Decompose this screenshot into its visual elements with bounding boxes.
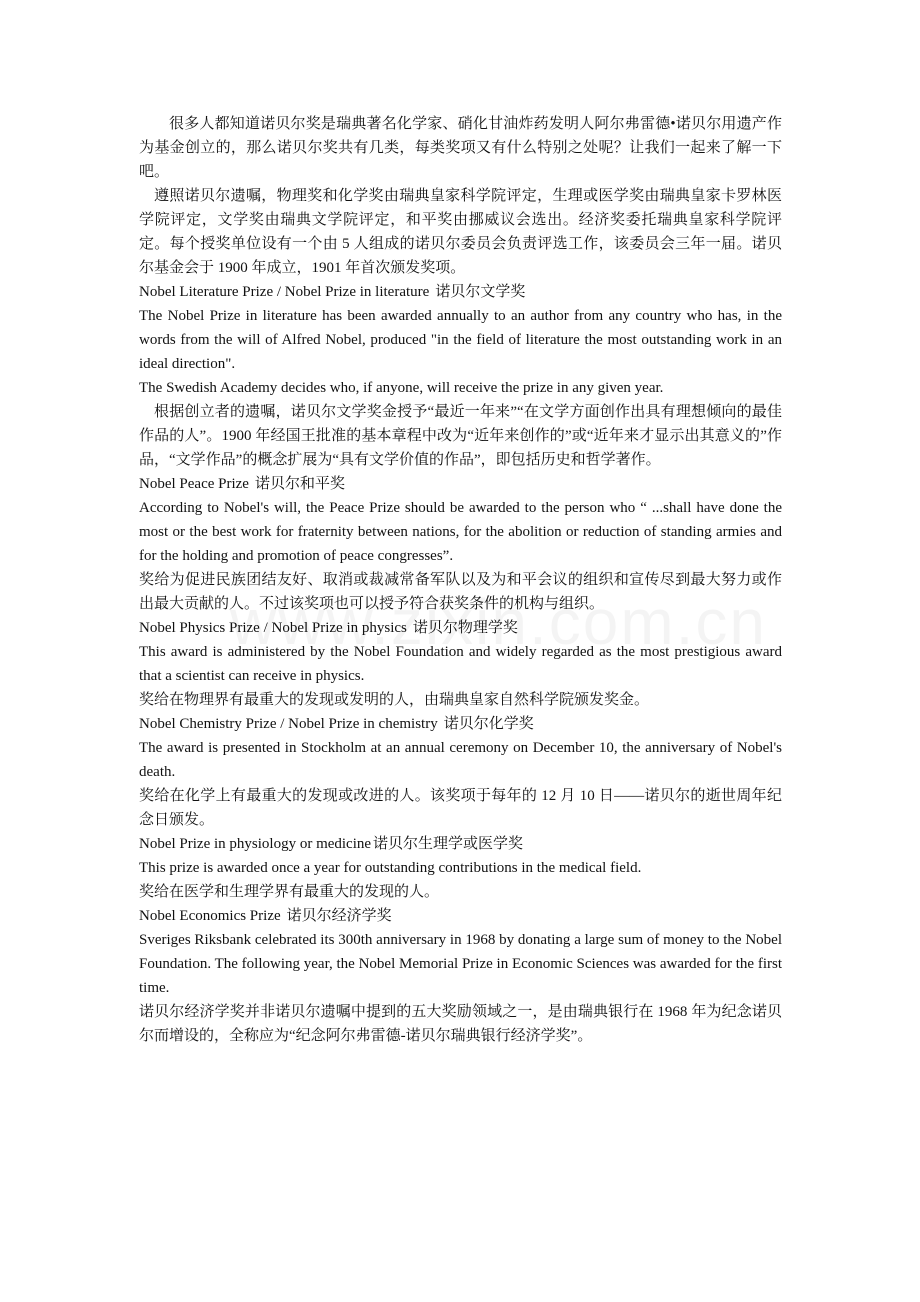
chemistry-heading	[139, 712, 782, 736]
medicine-title-cn: 诺贝尔生理学或医学奖	[373, 836, 524, 852]
medicine-title-en: Nobel Prize in physiology or medicine	[139, 836, 372, 852]
literature-en-paragraph-2: The Swedish Academy decides who, if anyone, will receive the prize in any given year.	[139, 380, 664, 396]
economics-title-cn: 诺贝尔经济学奖	[286, 908, 392, 924]
peace-title-cn: 诺贝尔和平奖	[254, 476, 345, 492]
economics-title-en: Nobel Economics Prize	[139, 908, 281, 924]
peace-title-en: Nobel Peace Prize	[139, 476, 249, 492]
document-body	[139, 112, 782, 1048]
chemistry-en-paragraph: The award is presented in Stockholm at an annual ceremony on December 10, the anniversary of Nobel's death.	[139, 740, 782, 780]
peace-cn-paragraph: 奖给为促进民族团结友好、取消或裁减常备军队以及为和平会议的组织和宣传尽到最大努力或作出最大贡献的人。不过该奖项也可以授予符合获奖条件的机构与组织。	[139, 572, 782, 612]
literature-heading	[139, 280, 782, 304]
intro-paragraph-2: 遵照诺贝尔遗嘱，物理奖和化学奖由瑞典皇家科学院评定，生理或医学奖由瑞典皇家卡罗林医学院评定，文学奖由瑞典文学院评定，和平奖由挪威议会选出。经济奖委托瑞典皇家科学院评定。每个授奖单位设有一个由 5 人组成的诺贝尔委员会负责评选工作，该委员会三年一届。诺贝尔基金会于 1900 年成立，1901 年首次颁发奖项。	[139, 188, 782, 276]
economics-heading	[139, 904, 782, 928]
peace-heading	[139, 472, 782, 496]
physics-en-paragraph: This award is administered by the Nobel Foundation and widely regarded as the most prestigious award that a scientist can receive in physics.	[139, 644, 782, 684]
physics-title-en: Nobel Physics Prize / Nobel Prize in physics	[139, 620, 407, 636]
medicine-en-paragraph: This prize is awarded once a year for outstanding contributions in the medical field.	[139, 860, 642, 876]
chemistry-title-en: Nobel Chemistry Prize / Nobel Prize in chemistry	[139, 716, 438, 732]
medicine-cn-paragraph: 奖给在医学和生理学界有最重大的发现的人。	[139, 884, 440, 900]
medicine-heading	[139, 832, 782, 856]
economics-en-paragraph: Sveriges Riksbank celebrated its 300th anniversary in 1968 by donating a large sum of money to the Nobel Foundation. The following year, the Nobel Memorial Prize in Economic Sciences was awarded for the first time.	[139, 932, 782, 996]
physics-heading	[139, 616, 782, 640]
literature-cn-paragraph: 根据创立者的遗嘱，诺贝尔文学奖金授予“最近一年来”“在文学方面创作出具有理想倾向的最佳作品的人”。1900 年经国王批准的基本章程中改为“近年来创作的”或“近年来才显示出其意义的”作品，“文学作品”的概念扩展为“具有文学价值的作品”，即包括历史和哲学著作。	[139, 404, 782, 468]
physics-cn-paragraph: 奖给在物理界有最重大的发现或发明的人，由瑞典皇家自然科学院颁发奖金。	[139, 692, 650, 708]
literature-title-en: Nobel Literature Prize / Nobel Prize in literature	[139, 284, 430, 300]
chemistry-cn-paragraph: 奖给在化学上有最重大的发现或改进的人。该奖项于每年的 12 月 10 日——诺贝尔的逝世周年纪念日颁发。	[139, 788, 782, 828]
chemistry-title-cn: 诺贝尔化学奖	[443, 716, 534, 732]
physics-title-cn: 诺贝尔物理学奖	[412, 620, 518, 636]
literature-title-cn: 诺贝尔文学奖	[435, 284, 526, 300]
economics-cn-paragraph: 诺贝尔经济学奖并非诺贝尔遗嘱中提到的五大奖励领域之一，是由瑞典银行在 1968 年为纪念诺贝尔而增设的，全称应为“纪念阿尔弗雷德-诺贝尔瑞典银行经济学奖”。	[139, 1004, 782, 1044]
peace-en-paragraph: According to Nobel's will, the Peace Prize should be awarded to the person who “ ...shall have done the most or the best work for fraternity between nations, for the abolition or reduction of standing armies and for the holding and promotion of peace congresses”.	[139, 500, 782, 564]
intro-paragraph: 很多人都知道诺贝尔奖是瑞典著名化学家、硝化甘油炸药发明人阿尔弗雷德•诺贝尔用遗产作为基金创立的，那么诺贝尔奖共有几类，每类奖项又有什么特别之处呢？让我们一起来了解一下吧。	[139, 116, 782, 180]
literature-en-paragraph: The Nobel Prize in literature has been awarded annually to an author from any country who has, in the words from the will of Alfred Nobel, produced "in the field of literature the most outstanding work in an ideal direction".	[139, 308, 782, 372]
